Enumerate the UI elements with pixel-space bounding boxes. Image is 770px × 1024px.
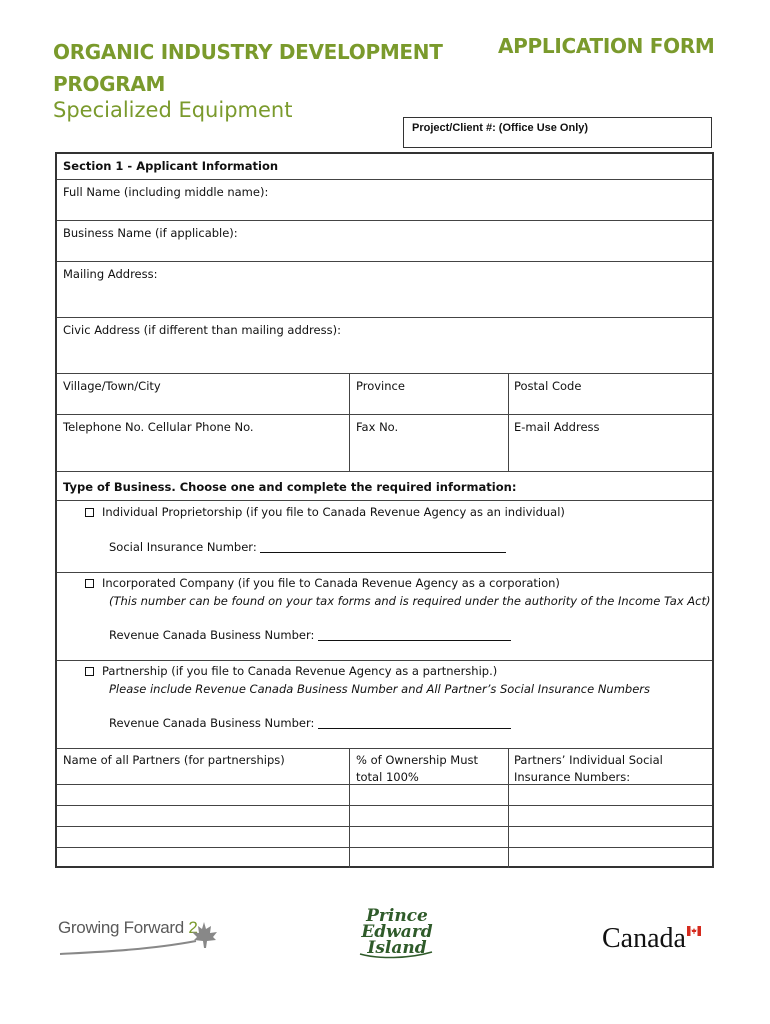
program-title: ORGANIC INDUSTRY DEVELOPMENT PROGRAM [53,40,443,96]
fax-label: Fax No. [356,420,399,434]
table-row[interactable] [57,806,712,827]
table-row[interactable] [57,785,712,806]
table-row[interactable] [57,827,712,848]
partnership-business-number-label: Revenue Canada Business Number: [109,716,319,730]
incorporated-option[interactable] [85,576,560,590]
incorporated-label: Incorporated Company (if you file to Canada Revenue Agency as a corporation) [102,576,560,590]
pei-logo: Prince Edward Island [361,906,433,958]
postal-code-label: Postal Code [514,379,582,393]
form-label: APPLICATION FORM [498,34,715,58]
corp-business-number-label: Revenue Canada Business Number: [109,628,319,642]
growing-forward-logo [58,918,197,938]
partners-sin-header: Partners’ Individual Social Insurance Numbers: [514,753,663,784]
office-use-box[interactable] [403,117,712,148]
business-name-label: Business Name (if applicable): [63,226,238,240]
business-type-heading: Type of Business. Choose one and complete the required information: [63,480,517,494]
civic-address-field[interactable] [57,318,712,374]
mailing-address-field[interactable] [57,262,712,318]
business-name-field[interactable] [57,221,712,262]
email-label: E-mail Address [514,420,600,434]
partners-name-header: Name of all Partners (for partnerships) [63,753,285,767]
village-label: Village/Town/City [63,379,161,393]
incorporated-note: (This number can be found on your tax forms and is required under the authority of the Income Tax Act) [109,594,711,608]
canada-flag-icon [687,926,701,936]
program-subtitle: Specialized Equipment [53,98,293,122]
partnership-option[interactable] [85,664,497,678]
ownership-header: % of Ownership Must total 100% [356,753,479,784]
application-form [55,152,714,868]
civic-address-label: Civic Address (if different than mailing address): [63,323,341,337]
province-label: Province [356,379,405,393]
partnership-checkbox[interactable] [85,667,94,676]
canada-wordmark [602,923,686,955]
swoosh-icon [58,938,198,958]
partnership-business-number-field[interactable] [109,716,511,730]
pei-emblem-icon [358,950,434,962]
growing-forward-text: Growing Forward [58,918,184,937]
incorporated-checkbox[interactable] [85,579,94,588]
partnership-label: Partnership (if you file to Canada Revenue Agency as a partnership.) [102,664,498,678]
sin-label: Social Insurance Number: [109,540,261,554]
office-use-label: Project/Client #: (Office Use Only) [412,122,589,134]
individual-checkbox[interactable] [85,508,94,517]
sin-field[interactable] [109,540,506,554]
telephone-label: Telephone No. Cellular Phone No. [63,420,254,434]
canada-text: Canada [602,923,686,954]
individual-option[interactable] [85,505,565,519]
growing-forward-number: 2 [188,918,198,937]
section1-heading: Section 1 - Applicant Information [63,159,279,173]
full-name-label: Full Name (including middle name): [63,185,269,199]
corp-business-number-field[interactable] [109,628,511,642]
individual-label: Individual Proprietorship (if you file to Canada Revenue Agency as an individual) [102,505,565,519]
full-name-field[interactable] [57,180,712,221]
partnership-note: Please include Revenue Canada Business Number and All Partner’s Social Insurance Numbers [109,682,651,696]
table-row[interactable] [57,848,712,868]
mailing-address-label: Mailing Address: [63,267,158,281]
